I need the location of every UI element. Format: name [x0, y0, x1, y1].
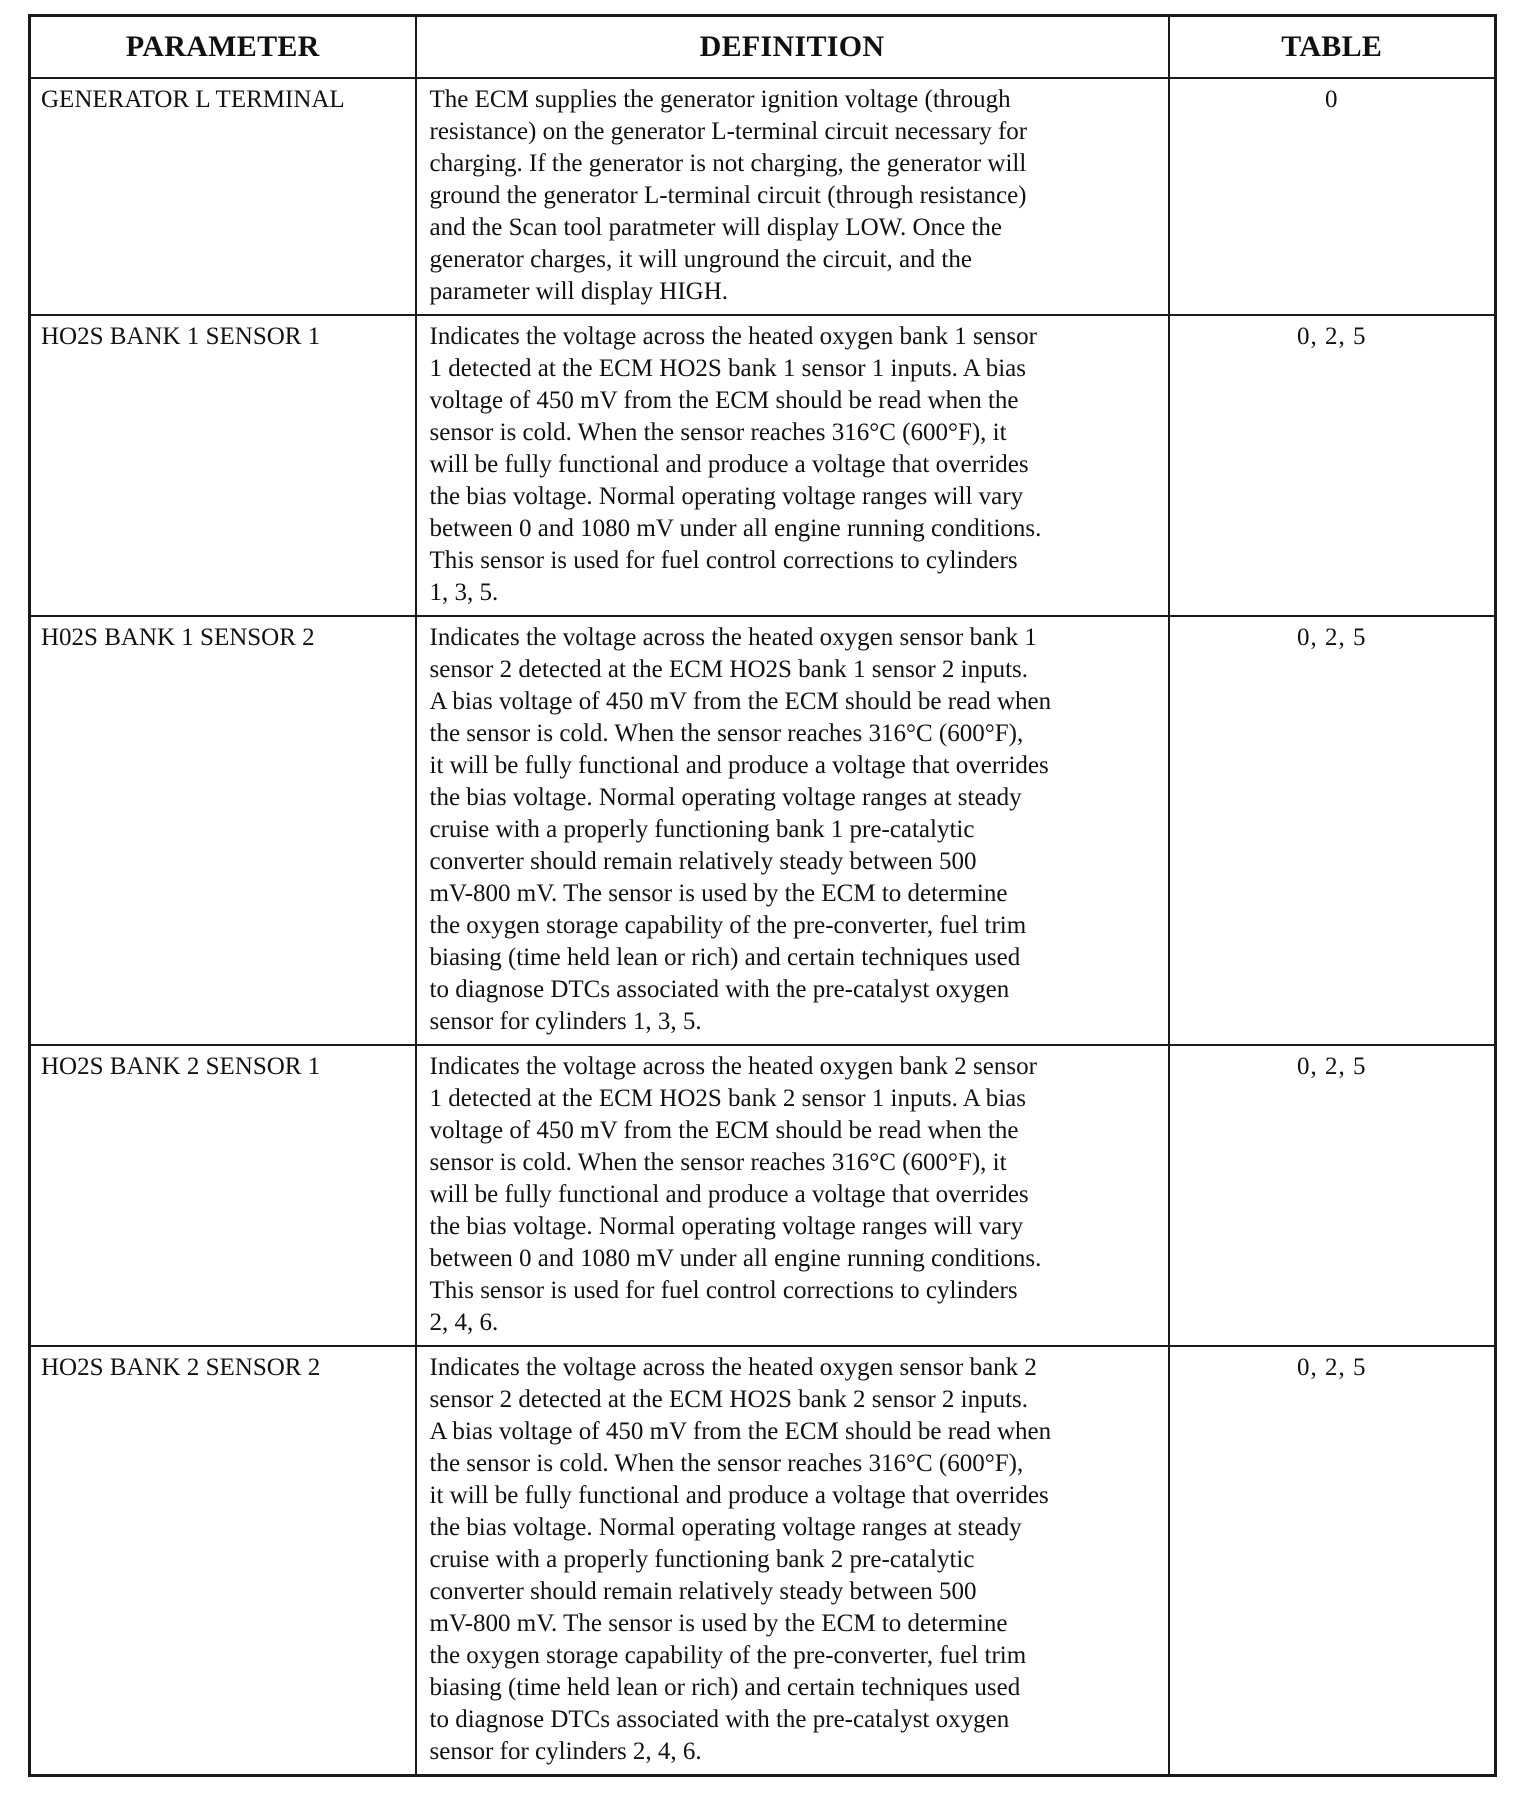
definition-line: sensor is cold. When the sensor reaches 316°C (600°F), it — [429, 1149, 1007, 1176]
definition-line: Indicates the voltage across the heated oxygen sensor bank 2 — [429, 1354, 1037, 1381]
table-header — [30, 16, 1496, 79]
parameter-cell: HO2S BANK 2 SENSOR 1 — [30, 1045, 416, 1346]
definition-line: mV-800 mV. The sensor is used by the ECM to determine — [429, 1610, 1008, 1637]
definition-line: cruise with a properly functioning bank 2 pre-catalytic — [429, 1546, 975, 1573]
definition-line: parameter will display HIGH. — [429, 278, 729, 305]
parameter-cell: H02S BANK 1 SENSOR 2 — [30, 616, 416, 1045]
definition-line: This sensor is used for fuel control corrections to cylinders — [429, 1277, 1018, 1304]
definition-line: the sensor is cold. When the sensor reaches 316°C (600°F), — [429, 1450, 1024, 1477]
definition-line: the bias voltage. Normal operating voltage ranges at steady — [429, 784, 1022, 811]
definition-line: the oxygen storage capability of the pre-converter, fuel trim — [429, 912, 1027, 939]
definition-line: charging. If the generator is not charging, the generator will — [429, 150, 1027, 177]
table-row — [30, 78, 1496, 315]
definition-line: This sensor is used for fuel control corrections to cylinders — [429, 547, 1018, 574]
definition-line: the oxygen storage capability of the pre-converter, fuel trim — [429, 1642, 1027, 1669]
definition-line: to diagnose DTCs associated with the pre-catalyst oxygen — [429, 1706, 1010, 1733]
definition-line: Indicates the voltage across the heated oxygen bank 1 sensor — [429, 323, 1037, 350]
definition-line: 1 detected at the ECM HO2S bank 2 sensor 1 inputs. A bias — [429, 1085, 1026, 1112]
definition-line: the bias voltage. Normal operating voltage ranges at steady — [429, 1514, 1022, 1541]
definition-line: to diagnose DTCs associated with the pre-catalyst oxygen — [429, 976, 1010, 1003]
definition-line: 1 detected at the ECM HO2S bank 1 sensor 1 inputs. A bias — [429, 355, 1026, 382]
header-row — [30, 16, 1496, 79]
definition-line: cruise with a properly functioning bank 1 pre-catalytic — [429, 816, 975, 843]
header-parameter: PARAMETER — [30, 16, 416, 79]
parameter-cell: HO2S BANK 1 SENSOR 1 — [30, 315, 416, 616]
table-row — [30, 616, 1496, 1045]
table-cell: 0, 2, 5 — [1169, 1346, 1496, 1776]
definition-line: A bias voltage of 450 mV from the ECM should be read when — [429, 1418, 1052, 1445]
definition-line: it will be fully functional and produce a voltage that overrides — [429, 752, 1049, 779]
definition-line: sensor 2 detected at the ECM HO2S bank 2 sensor 2 inputs. — [429, 1386, 1029, 1413]
definition-cell — [416, 78, 1169, 315]
definition-cell — [416, 1346, 1169, 1776]
definition-line: sensor for cylinders 1, 3, 5. — [429, 1008, 702, 1035]
definition-line: generator charges, it will unground the circuit, and the — [429, 246, 972, 273]
table-cell: 0, 2, 5 — [1169, 616, 1496, 1045]
definition-cell — [416, 616, 1169, 1045]
table-cell: 0, 2, 5 — [1169, 315, 1496, 616]
definition-line: 2, 4, 6. — [429, 1309, 499, 1336]
definition-line: biasing (time held lean or rich) and certain techniques used — [429, 944, 1021, 971]
definition-line: resistance) on the generator L-terminal circuit necessary for — [429, 118, 1028, 145]
definition-line: and the Scan tool paratmeter will display LOW. Once the — [429, 214, 1003, 241]
definition-line: it will be fully functional and produce a voltage that overrides — [429, 1482, 1049, 1509]
table-body — [30, 78, 1496, 1776]
definition-line: voltage of 450 mV from the ECM should be read when the — [429, 1117, 1019, 1144]
definition-line: biasing (time held lean or rich) and certain techniques used — [429, 1674, 1021, 1701]
definition-line: sensor for cylinders 2, 4, 6. — [429, 1738, 702, 1765]
definition-line: between 0 and 1080 mV under all engine running conditions. — [429, 515, 1042, 542]
definition-line: the sensor is cold. When the sensor reaches 316°C (600°F), — [429, 720, 1024, 747]
definition-cell — [416, 315, 1169, 616]
header-definition: DEFINITION — [416, 16, 1169, 79]
definition-line: ground the generator L-terminal circuit (through resistance) — [429, 182, 1027, 209]
definition-line: A bias voltage of 450 mV from the ECM should be read when — [429, 688, 1052, 715]
definition-line: voltage of 450 mV from the ECM should be read when the — [429, 387, 1019, 414]
table-cell: 0 — [1169, 78, 1496, 315]
definition-line: will be fully functional and produce a voltage that overrides — [429, 1181, 1029, 1208]
header-table: TABLE — [1169, 16, 1496, 79]
definition-line: the bias voltage. Normal operating voltage ranges will vary — [429, 483, 1024, 510]
parameter-cell: GENERATOR L TERMINAL — [30, 78, 416, 315]
table-row — [30, 315, 1496, 616]
table-cell: 0, 2, 5 — [1169, 1045, 1496, 1346]
definition-line: mV-800 mV. The sensor is used by the ECM to determine — [429, 880, 1008, 907]
definition-line: The ECM supplies the generator ignition voltage (through — [429, 86, 1011, 113]
definition-cell — [416, 1045, 1169, 1346]
definition-line: Indicates the voltage across the heated oxygen sensor bank 1 — [429, 624, 1037, 651]
definition-line: between 0 and 1080 mV under all engine running conditions. — [429, 1245, 1042, 1272]
parameter-cell: HO2S BANK 2 SENSOR 2 — [30, 1346, 416, 1776]
definition-line: Indicates the voltage across the heated oxygen bank 2 sensor — [429, 1053, 1037, 1080]
definition-line: converter should remain relatively steady between 500 — [429, 848, 977, 875]
parameter-definition-table — [28, 14, 1497, 1777]
definition-line: will be fully functional and produce a voltage that overrides — [429, 451, 1029, 478]
definition-line: the bias voltage. Normal operating voltage ranges will vary — [429, 1213, 1024, 1240]
table-row — [30, 1346, 1496, 1776]
definition-line: 1, 3, 5. — [429, 579, 499, 606]
table-row — [30, 1045, 1496, 1346]
definition-line: sensor 2 detected at the ECM HO2S bank 1 sensor 2 inputs. — [429, 656, 1029, 683]
definition-line: converter should remain relatively steady between 500 — [429, 1578, 977, 1605]
definition-line: sensor is cold. When the sensor reaches 316°C (600°F), it — [429, 419, 1007, 446]
